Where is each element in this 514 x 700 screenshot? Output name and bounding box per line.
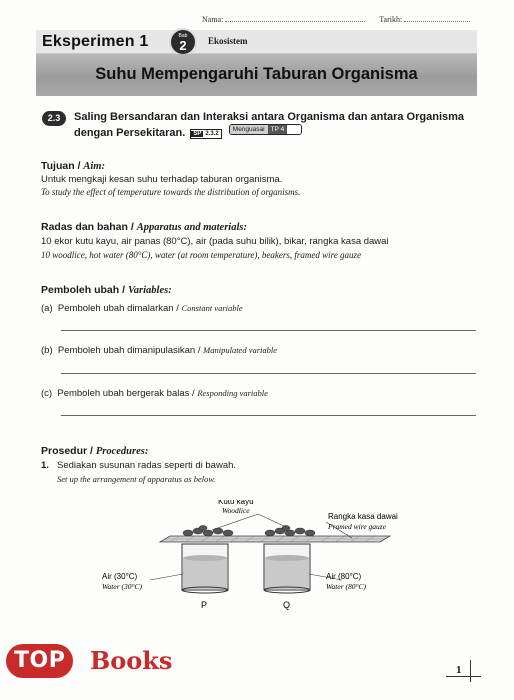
- right-water-label-en: Water (80°C): [326, 582, 367, 591]
- variable-row-manipulated: [41, 345, 277, 356]
- chapter-badge-label: Bab: [178, 33, 188, 39]
- beaker-q: [264, 544, 310, 593]
- answer-line-manipulated[interactable]: [61, 373, 476, 374]
- subtopic-heading: [74, 110, 484, 140]
- tp-label: Menguasai: [230, 125, 268, 134]
- variables-heading: [41, 284, 172, 296]
- subtopic-text: Saling Bersandaran dan Interaksi antara Organisma dan antara Organisma dengan Persekitaran.: [74, 111, 465, 139]
- name-label: Nama:: [202, 15, 224, 24]
- woodlice-label-en: Woodlice: [222, 506, 250, 515]
- aim-heading-ms: Tujuan /: [41, 160, 84, 172]
- variable-text-ms: Pemboleh ubah dimanipulasikan /: [57, 345, 204, 356]
- logo-books-text: Books: [90, 646, 173, 675]
- page-corner-mark-horizontal: [446, 676, 481, 677]
- apparatus-text-en: 10 woodlice, hot water (80°C), water (at room temperature), beakers, framed wire gauze: [41, 250, 362, 260]
- gauze-label-ms: Rangka kasa dawai: [328, 512, 398, 521]
- variable-label: (a): [41, 303, 53, 314]
- apparatus-heading-en: Apparatus and materials:: [136, 222, 247, 233]
- variable-text-ms: Pemboleh ubah bergerak balas /: [57, 388, 198, 399]
- aim-text-ms: Untuk mengkaji kesan suhu terhadap taburan organisma.: [41, 174, 283, 185]
- variable-text-ms: Pemboleh ubah dimalarkan /: [57, 303, 182, 314]
- page-number: 1: [456, 664, 462, 676]
- chapter-name: Ekosistem: [208, 36, 248, 46]
- answer-line-constant[interactable]: [61, 330, 476, 331]
- header-banner: [36, 30, 477, 96]
- apparatus-text-ms: 10 ekor kutu kayu, air panas (80°C), air (pada suhu bilik), bikar, rangka kasa dawai: [41, 236, 389, 247]
- right-water-label-ms: Air (80°C): [326, 572, 362, 581]
- left-water-label-en: Water (30°C): [102, 582, 143, 591]
- experiment-label: Eksperimen 1: [42, 33, 149, 50]
- variable-text-en: Constant variable: [181, 303, 243, 313]
- page-title: Suhu Mempengaruhi Taburan Organisma: [95, 65, 418, 83]
- variable-label: (b): [41, 345, 53, 356]
- apparatus-diagram: [90, 500, 420, 630]
- answer-line-responding[interactable]: [61, 415, 476, 416]
- tp-checkbox[interactable]: [287, 125, 301, 134]
- beaker-p-label: P: [201, 600, 208, 610]
- tp-level-tag: [229, 124, 302, 135]
- chapter-badge: [169, 28, 197, 56]
- apparatus-diagram-svg: [90, 500, 420, 630]
- variable-text-en: Manipulated variable: [203, 345, 278, 355]
- name-date-line: [202, 14, 470, 24]
- tp-level: TP 4: [268, 125, 288, 134]
- procedure-heading-ms: Prosedur /: [41, 445, 96, 457]
- variables-heading-en: Variables:: [127, 285, 172, 296]
- page-corner-mark-vertical: [470, 660, 471, 682]
- gauze-label-en: Framed wire gauze: [328, 522, 387, 531]
- variable-label: (c): [41, 388, 53, 399]
- sp-code-tag: [190, 129, 221, 139]
- procedure-heading: [41, 445, 148, 457]
- variable-text-en: Responding variable: [197, 388, 268, 398]
- beaker-q-label: Q: [283, 600, 291, 610]
- chapter-number: 2: [179, 38, 187, 53]
- woodlice-cluster: [183, 526, 315, 537]
- variable-row-responding: [41, 388, 268, 399]
- leader-lines: [150, 514, 352, 580]
- date-label: Tarikh:: [379, 15, 403, 24]
- sp-code: 2.3.2: [205, 131, 219, 137]
- subtopic-number-badge: 2.3: [42, 111, 66, 126]
- apparatus-heading-ms: Radas dan bahan /: [41, 221, 137, 233]
- woodlice-label-ms: Kutu kayu: [218, 500, 254, 506]
- step-number: 1.: [41, 460, 49, 471]
- aim-heading: [41, 160, 105, 172]
- name-blank[interactable]: [225, 14, 365, 22]
- variable-row-constant: [41, 303, 243, 314]
- date-blank[interactable]: [404, 14, 470, 22]
- logo-top-text: TOP: [6, 644, 73, 678]
- aim-heading-en: Aim:: [83, 161, 105, 172]
- aim-text-en: To study the effect of temperature towards the distribution of organisms.: [41, 187, 301, 197]
- step-text-ms: Sediakan susunan radas seperti di bawah.: [57, 460, 237, 471]
- wire-gauze: [160, 536, 390, 542]
- apparatus-heading: [41, 221, 247, 233]
- variables-heading-ms: Pemboleh ubah /: [41, 284, 128, 296]
- beaker-p: [182, 544, 228, 593]
- step-text-en: Set up the arrangement of apparatus as below.: [57, 474, 216, 484]
- sp-prefix: SP: [193, 131, 202, 137]
- procedure-heading-en: Procedures:: [95, 446, 149, 457]
- left-water-label-ms: Air (30°C): [102, 572, 138, 581]
